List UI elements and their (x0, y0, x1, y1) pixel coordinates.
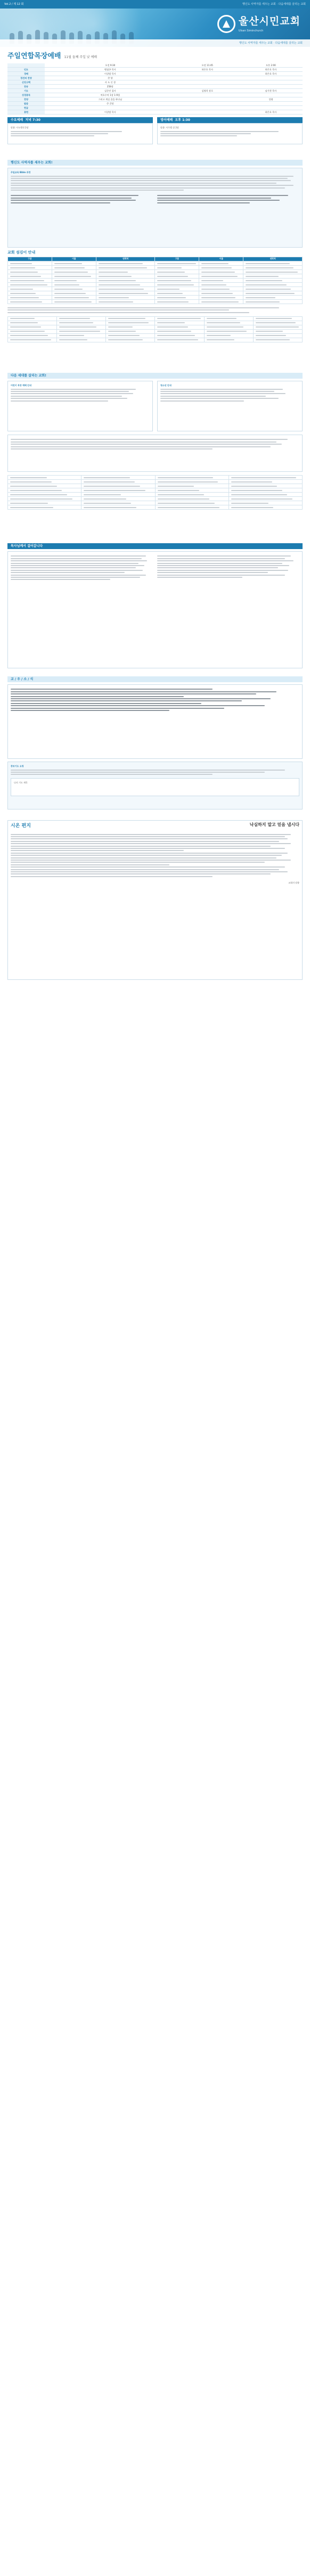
order-cell (176, 85, 239, 89)
order-cell: 하은호 목사 (239, 72, 303, 76)
order-cell (239, 80, 303, 85)
staff-header-cell: 연락처 (96, 257, 155, 261)
church-subtitle: Ulsan Siminchurch (238, 29, 264, 33)
order-cell (176, 72, 239, 76)
staff-row (8, 283, 303, 287)
order-cell: 여호수아 1장 1-9절 (45, 93, 176, 97)
staff-row (8, 300, 303, 304)
closing-title: 시온 편지 (11, 823, 31, 829)
order-cell: 하은호 목사 (239, 110, 303, 115)
staff-header-cell: 구분 (155, 257, 199, 261)
staff-row (8, 279, 303, 283)
nextgen-row (8, 497, 303, 501)
news-content (7, 684, 303, 759)
closing-letter (7, 820, 303, 980)
news-title: 교 / 우 / 소 / 식 (7, 676, 303, 682)
church-logo[interactable] (217, 15, 300, 33)
church-name: 울산시민교회 (238, 15, 300, 28)
nextgen-row (8, 476, 303, 480)
nextgen-row (8, 480, 303, 484)
order-cell: 성령 (239, 97, 303, 102)
nextgen-table (7, 475, 303, 510)
order-label: 성경봉독 (7, 93, 45, 97)
time-2: 오전 11:45 (176, 63, 239, 68)
staff-section (7, 250, 303, 342)
english-worship-bar: 영어예배 오후 1:30 (157, 117, 303, 123)
order-cell: 맹필곤 목사 (45, 68, 176, 72)
news-section (7, 676, 303, 759)
order-cell: 그리고 계실 줄을 하나님 (45, 97, 176, 102)
nextgen-row (8, 488, 303, 493)
order-cell (176, 106, 239, 110)
issue-number: Vol.2 / 제 12 회 (4, 2, 24, 6)
worship-section (7, 52, 303, 115)
pastor-title: 목사님께서 걸어갑니다 (7, 543, 303, 549)
nextgen-section (7, 373, 303, 510)
staff-table (7, 257, 303, 304)
staff-title: 교회 섬김이 안내 (7, 250, 36, 255)
order-cell: 남기현 목사 (239, 89, 303, 93)
schedule-row (8, 333, 303, 338)
vision-title: 행신도 사역자를 세우는 교회! (7, 160, 303, 166)
nextgen-title: 다음 세대를 살리는 교회! (7, 373, 303, 379)
order-cell (45, 106, 176, 110)
order-cell: 사 도 신 경 (45, 80, 176, 85)
order-label: 경배 (7, 72, 45, 76)
top-bar (0, 0, 310, 9)
order-label: 찬양 (7, 97, 45, 102)
worship-order-row (7, 72, 303, 76)
worship-order-row (7, 68, 303, 72)
schedule-row (8, 329, 303, 333)
motto-text: 행신도 사역자를 세우는 교회 · 다음세대를 살리는 교회 (242, 2, 306, 6)
banner-ribbon: 행신도 사역자를 세우는 교회 · 다음세대를 살리는 교회 (0, 39, 310, 47)
schedule-table (7, 316, 303, 342)
order-cell: 258장 (45, 85, 176, 89)
staff-header-cell: 구분 (8, 257, 52, 261)
order-cell: 이상범 목사 (45, 72, 176, 76)
order-label: 경건의 찬양 (7, 76, 45, 80)
pastor-content (7, 551, 303, 668)
order-cell (239, 85, 303, 89)
order-cell (176, 102, 239, 106)
order-cell (176, 110, 239, 115)
youth-box: 청소년 안내 (157, 381, 303, 431)
staff-row (8, 291, 303, 296)
wednesday-worship-box: 말씀: 사도행전 2장 (7, 123, 153, 144)
closing-section (7, 820, 303, 980)
order-cell: 큰 갈망 (45, 102, 176, 106)
order-label: 찬송 (7, 85, 45, 89)
worship-order-row (7, 93, 303, 97)
wednesday-worship-bar: 수요예배 저녁 7:30 (7, 117, 153, 123)
order-label: 헌금 (7, 106, 45, 110)
schedule-row (8, 338, 303, 342)
worship-order-row (7, 97, 303, 102)
staff-row (8, 274, 303, 279)
order-cell (176, 93, 239, 97)
closing-signature: 교회의 말씀 (288, 881, 299, 884)
time-1: 오전 9:30 (45, 63, 176, 68)
schedule-row (8, 325, 303, 329)
staff-row (8, 261, 303, 266)
worship-order-row (7, 106, 303, 110)
english-worship-box: 말씀: 사무엘 상 2장 (157, 123, 303, 144)
pastor-section (7, 543, 303, 668)
nextgen-row (8, 505, 303, 510)
order-cell (239, 93, 303, 97)
nextgen-row (8, 493, 303, 497)
vision-card: 주일교육 Bible 과정 (7, 168, 303, 248)
order-label: 말씀 (7, 102, 45, 106)
order-label: 기도 (7, 89, 45, 93)
order-cell: 이상범 목사 (45, 110, 176, 115)
closing-subtitle: 낙심하지 말고 믿음 냅시다 (249, 822, 299, 827)
order-cell (239, 102, 303, 106)
order-cell: 찬 양 (45, 76, 176, 80)
worship-order-row (7, 76, 303, 80)
prayer-request-field[interactable]: 나의 기도 제목 (11, 778, 299, 796)
worship-order-row (7, 85, 303, 89)
nextgen-row (8, 484, 303, 488)
staff-row (8, 270, 303, 274)
cross-icon (217, 15, 235, 33)
order-cell (176, 80, 239, 85)
prayer-box: 중보기도 요청 나의 기도 제목 (7, 762, 303, 809)
order-label: 신앙고백 (7, 80, 45, 85)
worship-order-row (7, 89, 303, 93)
order-cell (176, 76, 239, 80)
staff-header-cell: 이름 (199, 257, 243, 261)
staff-row (8, 296, 303, 300)
kids-worship-box: 어린이 목장 예배 안내 (7, 381, 153, 431)
order-cell: 하은호 목사 (176, 68, 239, 72)
worship-title: 주일연합목장예배 11월 둘째 주일 낮 예배 (7, 52, 97, 60)
order-label: 봉헌 (7, 110, 45, 115)
worship-order-row (7, 102, 303, 106)
order-cell (239, 76, 303, 80)
worship-order-table (7, 63, 303, 115)
order-label: 인도 (7, 68, 45, 72)
nextgen-row (8, 501, 303, 505)
order-cell: 김영희 장로 (176, 89, 239, 93)
worship-order-row (7, 110, 303, 115)
prayer-section (7, 762, 303, 809)
sub-worship-section (7, 117, 303, 144)
order-cell: 김동민 집사 (45, 89, 176, 93)
vision-section (7, 160, 303, 248)
schedule-row (8, 321, 303, 325)
schedule-row (8, 316, 303, 321)
staff-header-cell: 이름 (52, 257, 96, 261)
staff-row (8, 287, 303, 291)
order-cell (239, 106, 303, 110)
worship-order-row (7, 80, 303, 85)
staff-row (8, 266, 303, 270)
header-banner (0, 9, 310, 47)
nextgen-notes (7, 435, 303, 472)
order-cell (176, 97, 239, 102)
order-cell: 하은호 목사 (239, 68, 303, 72)
staff-header-cell: 연락처 (243, 257, 303, 261)
time-3: 오후 2:00 (239, 63, 303, 68)
